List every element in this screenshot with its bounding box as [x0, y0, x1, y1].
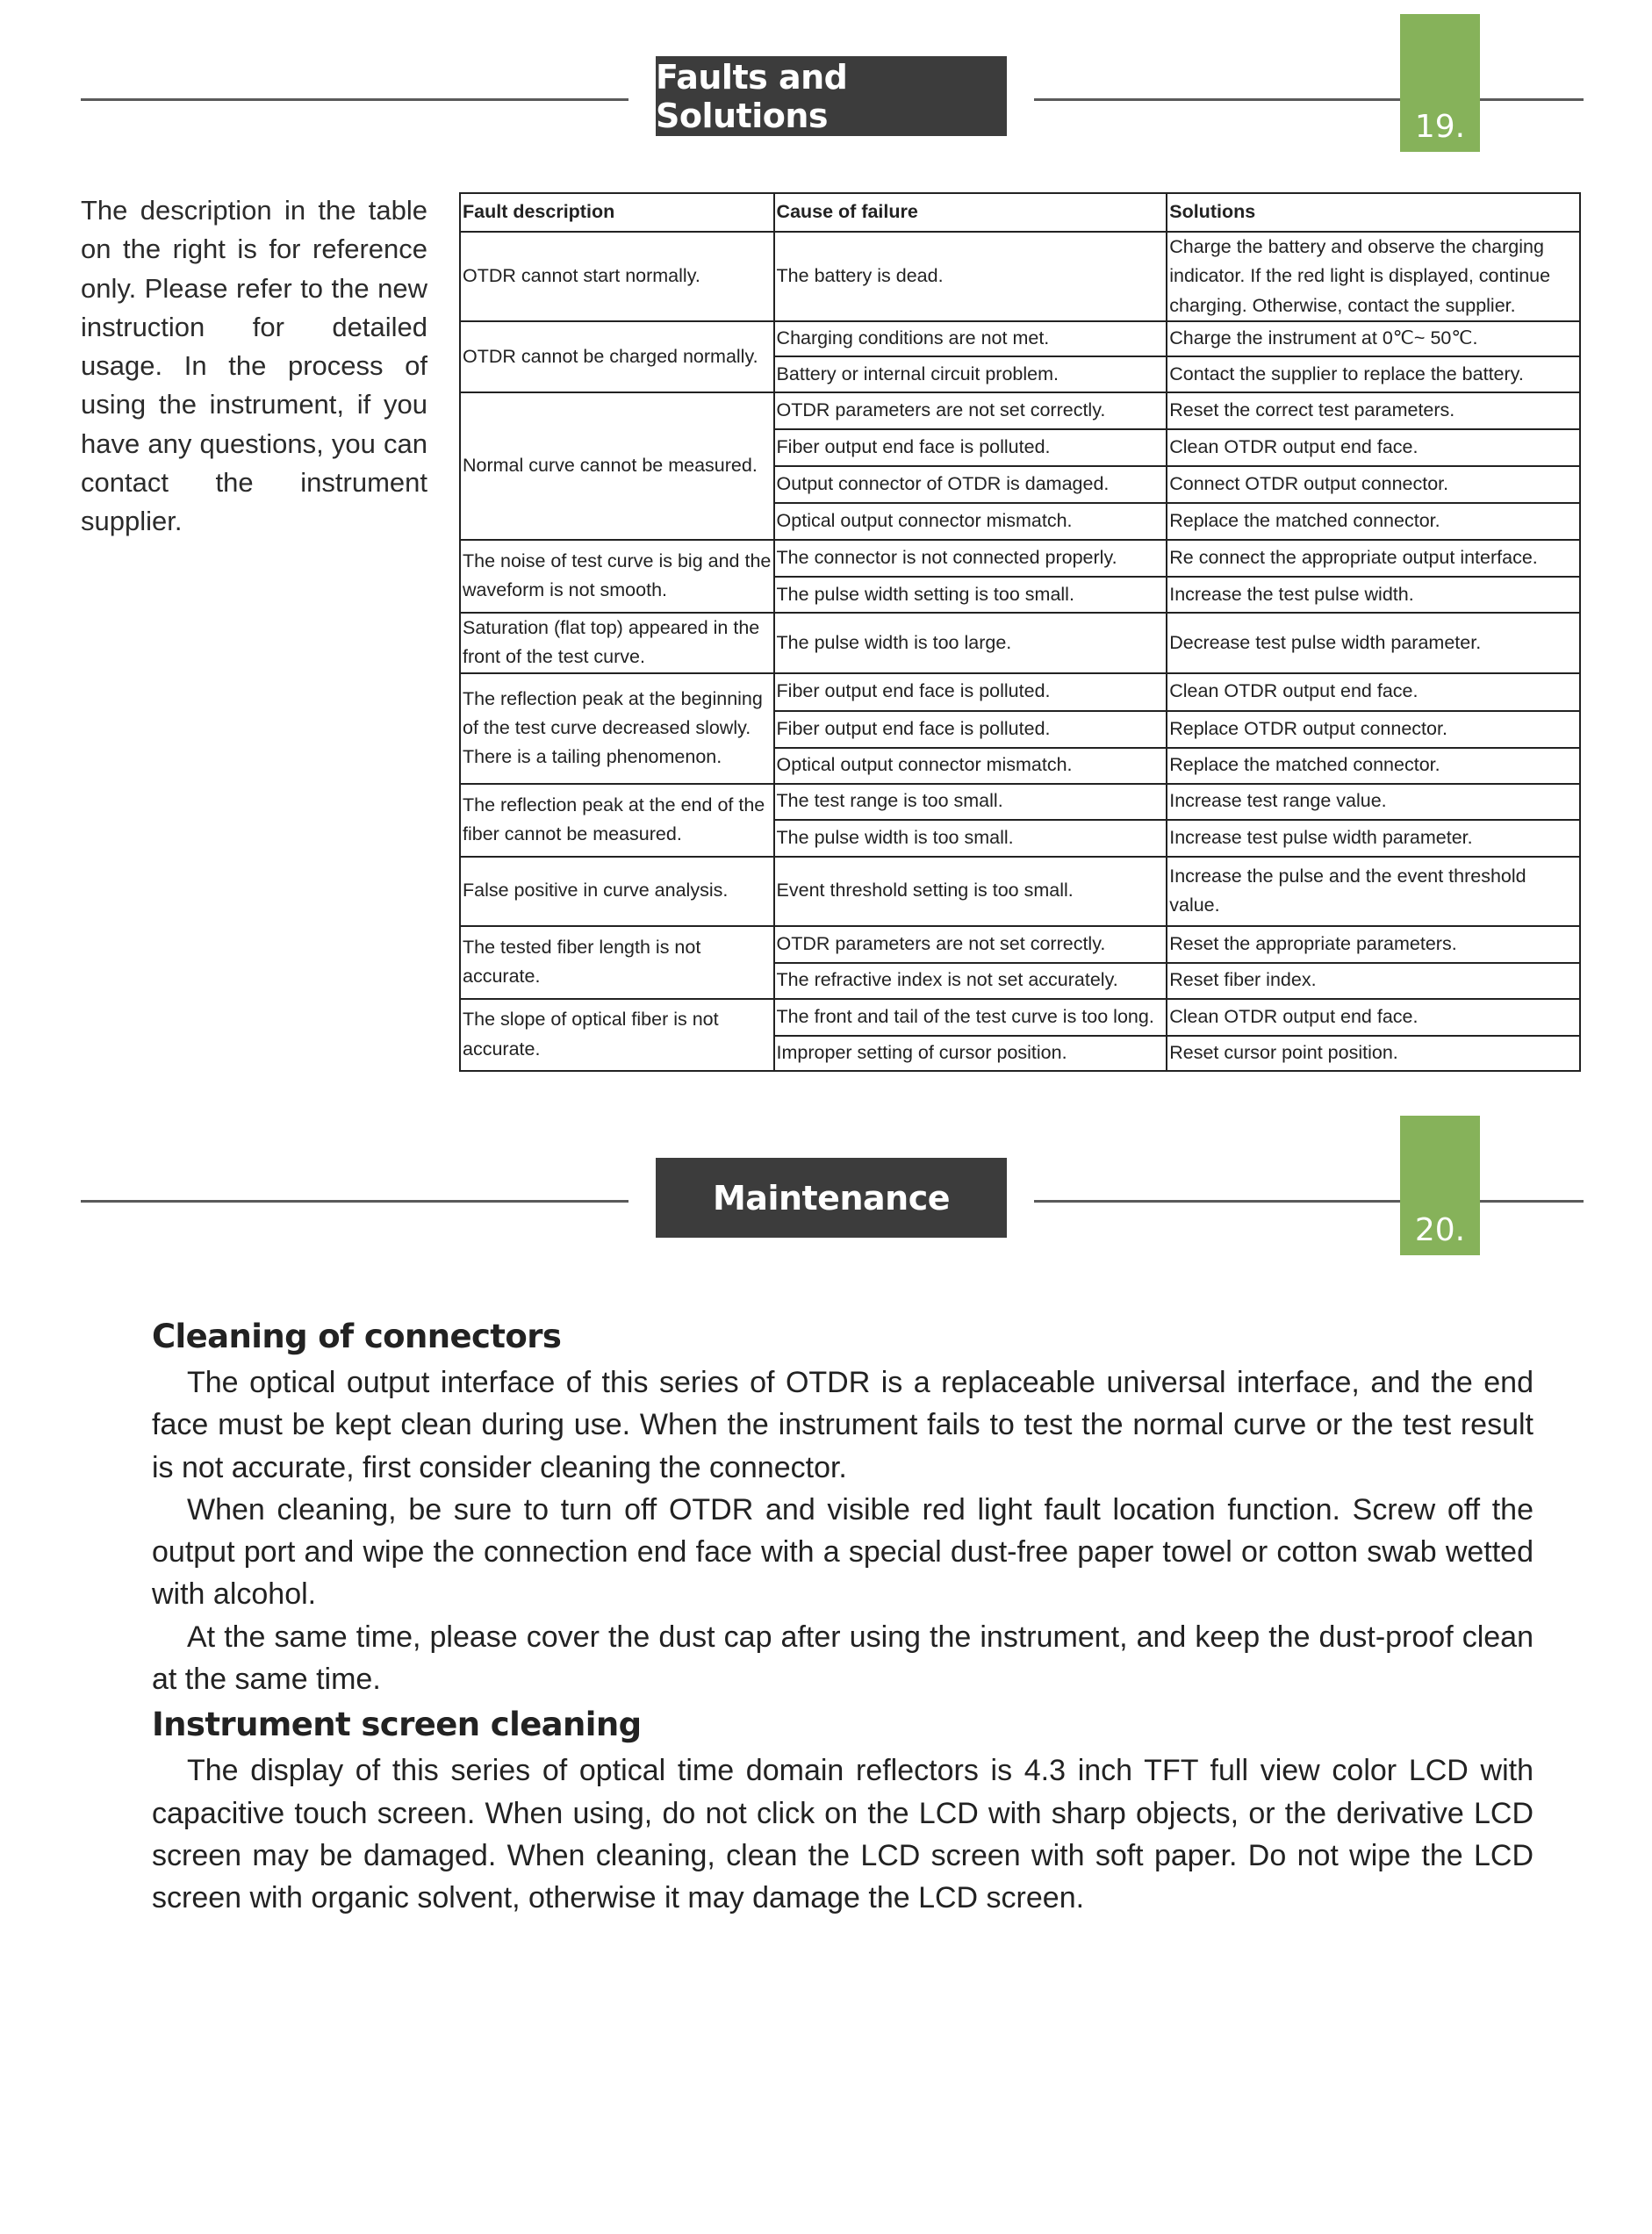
solution-cell: Reset cursor point position.	[1167, 1036, 1580, 1071]
paragraph: The optical output interface of this series of OTDR is a replaceable universal interface, and the end face must be kept clean during use. When the instrument fails to test the normal curve or the test result is not accurate, first consider cleaning the connector.	[152, 1366, 1533, 1484]
solution-cell: Replace OTDR output connector.	[1167, 711, 1580, 748]
subsection-heading: Instrument screen cleaning	[152, 1706, 642, 1744]
header-rule-left	[81, 1200, 628, 1203]
solution-cell: Contact the supplier to replace the battery.	[1167, 356, 1580, 392]
cause-cell: OTDR parameters are not set correctly.	[774, 392, 1167, 429]
solution-cell: Charge the battery and observe the charging indicator. If the red light is displayed, continue charging. Otherwise, contact the supplier.	[1167, 232, 1580, 321]
page-number-tab: 19.	[1400, 14, 1480, 152]
column-header: Cause of failure	[774, 193, 1167, 232]
table-header-row	[460, 193, 1580, 232]
cause-cell: OTDR parameters are not set correctly.	[774, 926, 1167, 963]
fault-description-cell: The tested fiber length is not accurate.	[460, 926, 774, 999]
page-number-tab: 20.	[1400, 1116, 1480, 1255]
column-header: Fault description	[460, 193, 774, 232]
solution-cell: Clean OTDR output end face.	[1167, 673, 1580, 711]
table-row	[460, 321, 1580, 356]
cause-cell: Optical output connector mismatch.	[774, 748, 1167, 784]
table-row	[460, 999, 1580, 1036]
cause-cell: Optical output connector mismatch.	[774, 503, 1167, 540]
fault-description-cell: OTDR cannot start normally.	[460, 232, 774, 321]
paragraph: When cleaning, be sure to turn off OTDR and visible red light fault location function. Screw off the output port and wipe the connection end face with a special dust-free paper towel or cotton swab wetted with alcohol.	[152, 1492, 1533, 1612]
solution-cell: Replace the matched connector.	[1167, 503, 1580, 540]
fault-description-cell: The noise of test curve is big and the waveform is not smooth.	[460, 540, 774, 613]
table-row	[460, 613, 1580, 673]
solution-cell: Charge the instrument at 0℃~ 50℃.	[1167, 321, 1580, 356]
cause-cell: The battery is dead.	[774, 232, 1167, 321]
paragraph: The display of this series of optical time domain reflectors is 4.3 inch TFT full view color LCD with capacitive touch screen. When using, do not click on the LCD with sharp objects, or the derivative LCD screen may be damaged. When cleaning, clean the LCD screen with soft paper. Do not wipe the LCD screen with organic solvent, otherwise it may damage the LCD screen.	[152, 1754, 1533, 1915]
cause-cell: The connector is not connected properly.	[774, 540, 1167, 577]
cause-cell: Fiber output end face is polluted.	[774, 429, 1167, 466]
solution-cell: Decrease test pulse width parameter.	[1167, 613, 1580, 673]
side-note: The description in the table on the right is for reference only. Please refer to the new instruction for detailed usage. In the process of using the instrument, if you have any questions, you can contact the instrument supplier.	[81, 195, 427, 537]
header-rule-left	[81, 98, 628, 101]
table-row	[460, 857, 1580, 926]
fault-description-cell: False positive in curve analysis.	[460, 857, 774, 926]
faults-table	[459, 192, 1581, 1072]
table-row	[460, 926, 1580, 963]
section-title: Maintenance	[656, 1158, 1007, 1238]
maintenance-content	[152, 1312, 1533, 1920]
header-rule-right	[1034, 1200, 1584, 1203]
table-row	[460, 232, 1580, 321]
header-rule-right	[1034, 98, 1584, 101]
solution-cell: Reset the appropriate parameters.	[1167, 926, 1580, 963]
cause-cell: Battery or internal circuit problem.	[774, 356, 1167, 392]
paragraph: At the same time, please cover the dust cap after using the instrument, and keep the dust-proof clean at the same time.	[152, 1620, 1533, 1697]
faults-table-body	[460, 232, 1580, 1071]
solution-cell: Increase test pulse width parameter.	[1167, 820, 1580, 857]
fault-description-cell: The reflection peak at the end of the fiber cannot be measured.	[460, 784, 774, 857]
solution-cell: Increase test range value.	[1167, 784, 1580, 820]
fault-description-cell: Saturation (flat top) appeared in the front of the test curve.	[460, 613, 774, 673]
solution-cell: Clean OTDR output end face.	[1167, 429, 1580, 466]
cause-cell: The pulse width is too large.	[774, 613, 1167, 673]
section-title: Faults and Solutions	[656, 56, 1007, 136]
table-row	[460, 784, 1580, 820]
solution-cell: Increase the test pulse width.	[1167, 577, 1580, 613]
cause-cell: The test range is too small.	[774, 784, 1167, 820]
cause-cell: The front and tail of the test curve is too long.	[774, 999, 1167, 1036]
solution-cell: Reset the correct test parameters.	[1167, 392, 1580, 429]
fault-description-cell: The reflection peak at the beginning of the test curve decreased slowly. There is a tailing phenomenon.	[460, 673, 774, 784]
fault-description-cell: The slope of optical fiber is not accurate.	[460, 999, 774, 1071]
solution-cell: Reset fiber index.	[1167, 963, 1580, 999]
solution-cell: Increase the pulse and the event threshold value.	[1167, 857, 1580, 926]
solution-cell: Replace the matched connector.	[1167, 748, 1580, 784]
cause-cell: Improper setting of cursor position.	[774, 1036, 1167, 1071]
solution-cell: Re connect the appropriate output interface.	[1167, 540, 1580, 577]
column-header: Solutions	[1167, 193, 1580, 232]
fault-description-cell: OTDR cannot be charged normally.	[460, 321, 774, 392]
cause-cell: Event threshold setting is too small.	[774, 857, 1167, 926]
cause-cell: The refractive index is not set accurately.	[774, 963, 1167, 999]
subsection-heading: Cleaning of connectors	[152, 1318, 562, 1355]
cause-cell: Charging conditions are not met.	[774, 321, 1167, 356]
solution-cell: Connect OTDR output connector.	[1167, 466, 1580, 503]
table-row	[460, 540, 1580, 577]
cause-cell: The pulse width setting is too small.	[774, 577, 1167, 613]
solution-cell: Clean OTDR output end face.	[1167, 999, 1580, 1036]
table-row	[460, 673, 1580, 711]
cause-cell: Output connector of OTDR is damaged.	[774, 466, 1167, 503]
cause-cell: The pulse width is too small.	[774, 820, 1167, 857]
table-row	[460, 392, 1580, 429]
fault-description-cell: Normal curve cannot be measured.	[460, 392, 774, 540]
cause-cell: Fiber output end face is polluted.	[774, 673, 1167, 711]
cause-cell: Fiber output end face is polluted.	[774, 711, 1167, 748]
